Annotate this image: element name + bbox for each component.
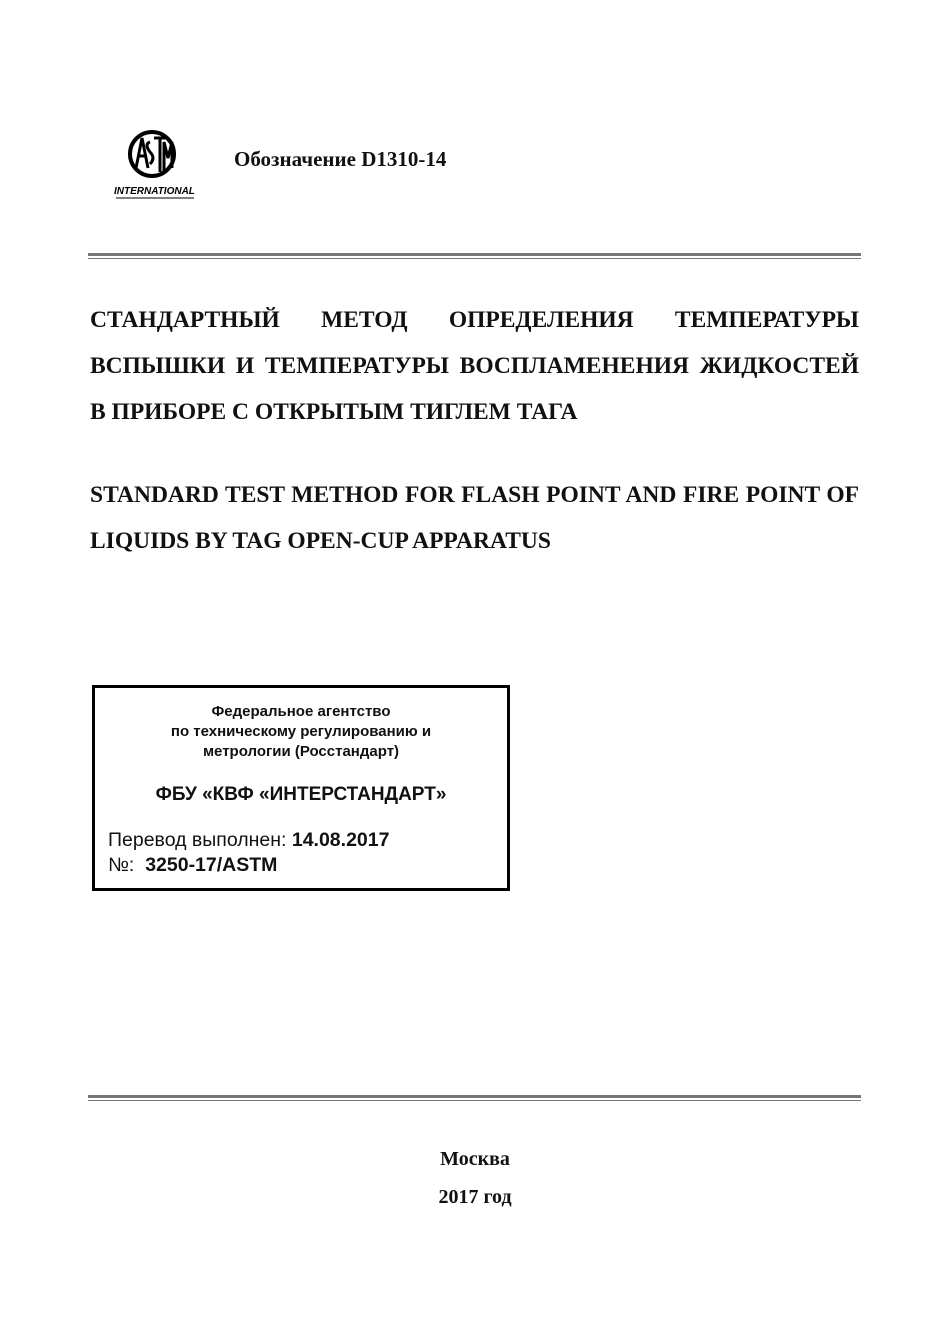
agency-line: метрологии (Росстандарт): [202, 743, 400, 760]
translation-date-line: [108, 829, 389, 852]
agency-name: [95, 702, 507, 762]
translation-number-line: [108, 854, 277, 877]
top-rule: [88, 253, 861, 259]
agency-line: Федеральное агентство: [211, 703, 391, 720]
translation-date-label: Перевод выполнен:: [108, 829, 287, 851]
city: Москва: [440, 1148, 510, 1170]
bottom-rule: [88, 1095, 861, 1101]
agency-line: по техническому регулированию и: [170, 723, 432, 740]
logo-subtext: INTERNATIONAL: [114, 186, 195, 197]
organization-name: ФБУ «КВФ «ИНТЕРСТАНДАРТ»: [155, 784, 447, 805]
translation-date: 14.08.2017: [291, 829, 390, 851]
designation: Обозначение D1310-14: [234, 147, 447, 171]
title-russian: СТАНДАРТНЫЙ МЕТОД ОПРЕДЕЛЕНИЯ ТЕМПЕРАТУРЫ ВСПЫШКИ И ТЕМПЕРАТУРЫ ВОСПЛАМЕНЕНИЯ ЖИДКОСТЕЙ В ПРИБОРЕ С ОТКРЫТЫМ ТИГЛЕМ ТАГА: [90, 307, 859, 425]
year: 2017 год: [438, 1186, 512, 1208]
number-value: 3250-17: [145, 854, 217, 876]
title-english: STANDARD TEST METHOD FOR FLASH POINT AND FIRE POINT OF LIQUIDS BY TAG OPEN-CUP APPARATUS: [90, 482, 859, 554]
translation-stamp: [92, 685, 510, 891]
astm-logo: [112, 128, 198, 200]
number-suffix: /ASTM: [216, 854, 278, 876]
number-label: №:: [108, 854, 135, 876]
